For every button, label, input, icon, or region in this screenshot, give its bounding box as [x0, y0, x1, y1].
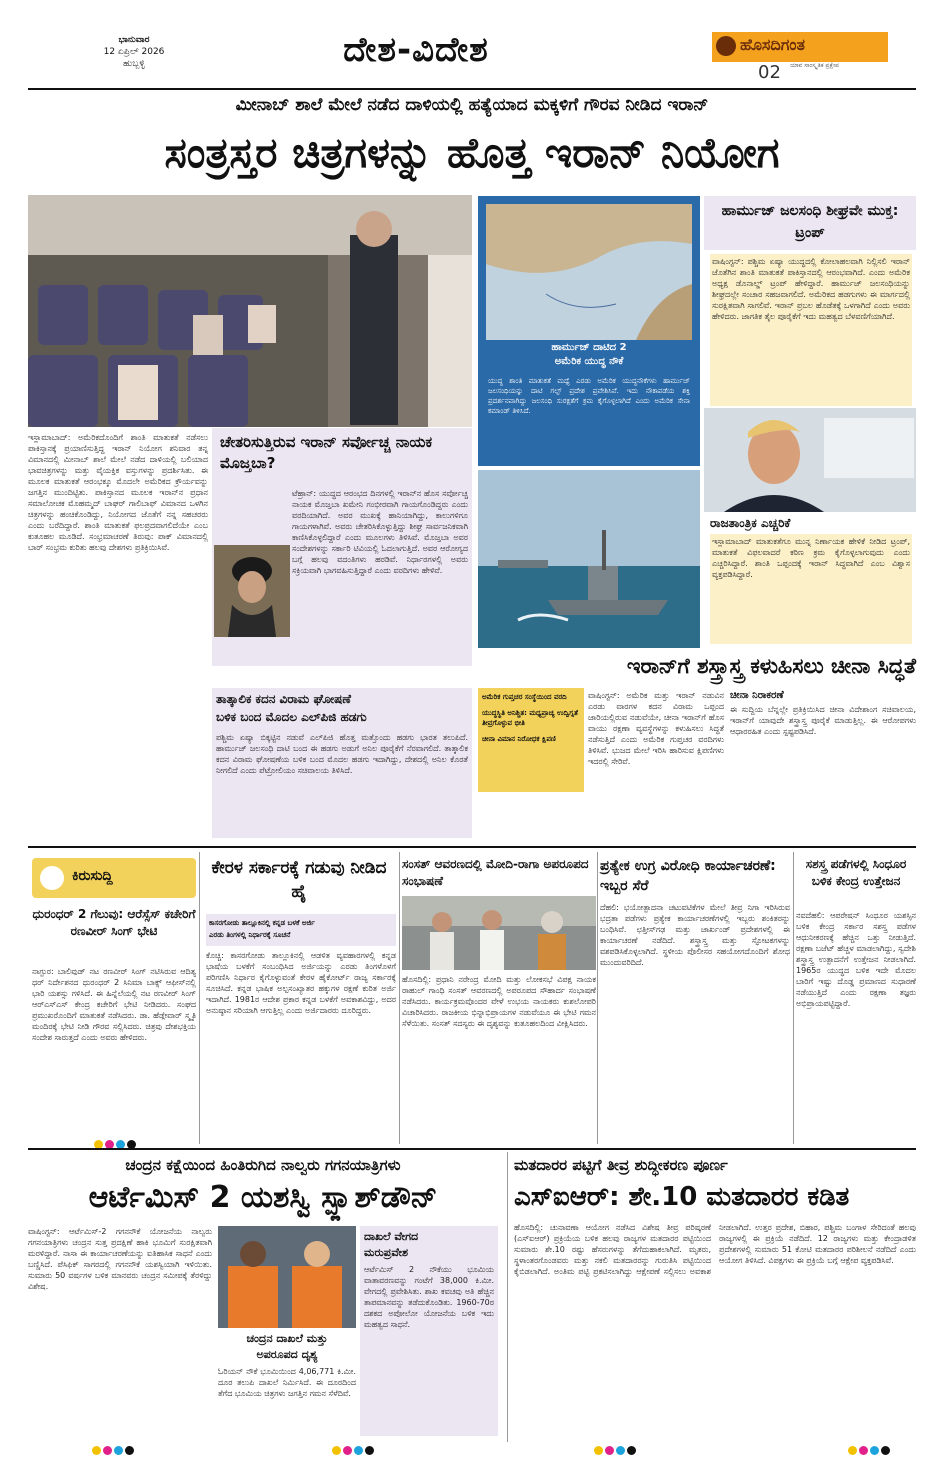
kirusuddi-headline: ಧುರಂಧರ್ 2 ಗೆಲುವು: ಆರೆಸ್ಸೆಸ್ ಕಚೇರಿಗೆ ರಣವೀರ್ ಸಿಂಗ್ ಭೇಟಿ [32, 907, 196, 938]
dot-black-icon [365, 1446, 374, 1455]
artemis-body: ವಾಷಿಂಗ್ಟನ್: ಆರ್ಟೆಮಿಸ್-2 ಗಗನನೌಕೆ ಯೋಜನೆಯ ನಾಲ್ವರು ಗಗನಯಾತ್ರಿಗಳು ಚಂದ್ರನ ಸುತ್ತ ಪ್ರದಕ್ಷಿಣೆ ಹಾಕಿ ಭೂಮಿಗೆ ಸುರಕ್ಷಿತವಾಗಿ ಮರಳಿದ್ದಾರೆ. ನಾಸಾ ಈ ಕಾರ್ಯಾಚರಣೆಯನ್ನು ಐತಿಹಾಸಿಕ ಸಾಧನೆ ಎಂದು ಬಣ್ಣಿಸಿದೆ. ಪೆಸಿಫಿಕ್ ಸಾಗರದಲ್ಲಿ ಗಗನನೌಕೆ ಯಶಸ್ವಿಯಾಗಿ ಇಳಿಯಿತು. ಸುಮಾರು 50 ವರ್ಷಗಳ ಬಳಿಕ ಮಾನವರು ಚಂದ್ರನ ಸಮೀಪಕ್ಕೆ ತೆರಳಿದ್ದು ವಿಶೇಷ. [28, 1227, 212, 1291]
armed-forces-body: ನವದೆಹಲಿ: ಆಪರೇಷನ್ ಸಿಂಧೂರ ಯಶಸ್ಸಿನ ಬಳಿಕ ಕೇಂದ್ರ ಸರ್ಕಾರ ಸಶಸ್ತ್ರ ಪಡೆಗಳ ಆಧುನೀಕರಣಕ್ಕೆ ಹೆಚ್ಚಿನ ಒತ್ತು ನೀಡುತ್ತಿದೆ. ರಕ್ಷಣಾ ಬಜೆಟ್ ಹೆಚ್ಚಳ ಮಾಡಲಾಗಿದ್ದು, ಸ್ವದೇಶಿ ಶಸ್ತ್ರಾಸ್ತ್ರ ಉತ್ಪಾದನೆಗೆ ಉತ್ತೇಜನ ನೀಡಲಾಗಿದೆ. 1965ರ ಯುದ್ಧದ ಬಳಿಕ ಇದೇ ಮೊದಲ ಬಾರಿಗೆ ಇಷ್ಟು ದೊಡ್ಡ ಪ್ರಮಾಣದ ಸುಧಾರಣೆ ನಡೆಯುತ್ತಿದೆ ಎಂದು ರಕ್ಷಣಾ ತಜ್ಞರು ಅಭಿಪ್ರಾಯಪಟ್ಟಿದ್ದಾರೆ. [796, 911, 916, 1008]
section-title: ದೇಶ-ವಿದೇಶ [343, 30, 489, 70]
map-card [478, 196, 700, 466]
sir-headline: ಎಸ್‌ಐಆರ್: ಶೇ.10 ಮತದಾರರ ಕಡಿತ [514, 1182, 850, 1212]
trump-image [704, 408, 916, 512]
warship-image [478, 470, 700, 648]
artemis-photo-caption-body: ಓರಿಯನ್ ನೌಕೆ ಭೂಮಿಯಿಂದ 4,06,771 ಕಿ.ಮೀ. ದೂರ ತಲುಪಿ ದಾಖಲೆ ನಿರ್ಮಿಸಿದೆ. ಈ ದೂರದಿಂದ ತೆಗೆದ ಭೂಮಿಯ ಚಿತ್ರಗಳು ಜಗತ್ತಿನ ಗಮನ ಸೆಳೆದಿವೆ. [218, 1367, 356, 1398]
insurgency-body: ದೆಹಲಿ: ಭಯೋತ್ಪಾದನಾ ಚಟುವಟಿಕೆಗಳ ಮೇಲೆ ತೀವ್ರ ನಿಗಾ ಇರಿಸಿರುವ ಭದ್ರತಾ ಪಡೆಗಳು ಪ್ರತ್ಯೇಕ ಕಾರ್ಯಾಚರಣೆಗಳಲ್ಲಿ ಇಬ್ಬರು ಶಂಕಿತರನ್ನು ಬಂಧಿಸಿವೆ. ಛತ್ತೀಸ್‌ಗಢ ಮತ್ತು ಜಾರ್ಖಂಡ್ ಪ್ರದೇಶಗಳಲ್ಲಿ ಈ ಕಾರ್ಯಾಚರಣೆ ನಡೆದಿದೆ. ಶಸ್ತ್ರಾಸ್ತ್ರ ಮತ್ತು ಸ್ಫೋಟಕಗಳನ್ನು ವಶಪಡಿಸಿಕೊಳ್ಳಲಾಗಿದೆ. ಸ್ಥಳೀಯ ಪೊಲೀಸರ ಸಹಯೋಗದೊಂದಿಗೆ ಶೋಧ ಮುಂದುವರಿದಿದೆ. [600, 903, 790, 967]
armed-forces-title: ಸಶಸ್ತ್ರ ಪಡೆಗಳಲ್ಲಿ ಸಿಂಧೂರ ಬಳಿಕ ಕೇಂದ್ರ ಉತ್ತೇಜನ [805, 857, 907, 888]
kerala-bullet-2: ಎರಡು ತಿಂಗಳಲ್ಲಿ ನಿರ್ಧಾರಕ್ಕೆ ಸೂಚನೆ [209, 931, 291, 939]
sir-body: ಹೊಸದಿಲ್ಲಿ: ಚುನಾವಣಾ ಆಯೋಗ ನಡೆಸಿದ ವಿಶೇಷ ತೀವ್ರ ಪರಿಷ್ಕರಣೆ (ಎಸ್‌ಐಆರ್) ಪ್ರಕ್ರಿಯೆಯ ಬಳಿಕ ಹಲವು ರಾಜ್ಯಗಳ ಮತದಾರರ ಪಟ್ಟಿಯಿಂದ ಸುಮಾರು ಶೇ.10 ರಷ್ಟು ಹೆಸರುಗಳನ್ನು ತೆಗೆದುಹಾಕಲಾಗಿದೆ. ಮೃತರು, ಸ್ಥಳಾಂತರಗೊಂಡವರು ಮತ್ತು ನಕಲಿ ಮತದಾರರನ್ನು ಗುರುತಿಸಿ ಪಟ್ಟಿಯಿಂದ ಕೈಬಿಡಲಾಗಿದೆ. ಅಂತಿಮ ಪಟ್ಟಿ ಪ್ರಕಟಿಸಲಾಗಿದ್ದು ಆಕ್ಷೇಪಣೆ ಸಲ್ಲಿಸಲು ಅವಕಾಶ ನೀಡಲಾಗಿದೆ. ಉತ್ತರ ಪ್ರದೇಶ, ಬಿಹಾರ, ಪಶ್ಚಿಮ ಬಂಗಾಳ ಸೇರಿದಂತೆ ಹಲವು ರಾಜ್ಯಗಳಲ್ಲಿ ಈ ಪ್ರಕ್ರಿಯೆ ನಡೆದಿದೆ. 12 ರಾಜ್ಯಗಳು ಮತ್ತು ಕೇಂದ್ರಾಡಳಿತ ಪ್ರದೇಶಗಳಲ್ಲಿ ಸುಮಾರು 51 ಕೋಟಿ ಮತದಾರರ ಪರಿಶೀಲನೆ ನಡೆದಿದೆ ಎಂದು ಆಯೋಗ ತಿಳಿಸಿದೆ. ವಿಪಕ್ಷಗಳು ಈ ಪ್ರಕ್ರಿಯೆ ಬಗ್ಗೆ ಆಕ್ಷೇಪ ವ್ಯಕ್ತಪಡಿಸಿವೆ. [514, 1223, 916, 1276]
color-marks-bottom-2 [332, 1440, 382, 1450]
dot-magenta-icon [103, 1446, 112, 1455]
airplane-cabin-image [28, 195, 472, 427]
kirusuddi-label: ಕಿರುಸುದ್ದಿ [72, 868, 113, 884]
masthead-rule [28, 88, 916, 90]
warship-photo [478, 470, 700, 648]
map-card-title-2: ಅಮೆರಿಕ ಯುದ್ಧ ನೌಕೆ [554, 356, 624, 367]
col-rule-4 [793, 852, 794, 1144]
artemis-photo-caption-2: ಅಪರೂಪದ ದೃಶ್ಯ [256, 1348, 318, 1361]
parliament-title: ಸಂಸತ್ ಆವರಣದಲ್ಲಿ ಮೋದಿ-ರಾಗಾ ಅಪರೂಪದ ಸಂಭಾಷಣೆ [402, 857, 589, 888]
brand-block [712, 32, 888, 62]
lead-body: ಇಸ್ಲಾಮಾಬಾದ್: ಅಮೆರಿಕದೊಂದಿಗೆ ಶಾಂತಿ ಮಾತುಕತೆ ನಡೆಸಲು ಪಾಕಿಸ್ತಾನಕ್ಕೆ ಪ್ರಯಾಣಿಸುತ್ತಿದ್ದ ಇರಾನ್ ನಿಯೋಗ ಶನಿವಾರ ತನ್ನ ವಿಮಾನದಲ್ಲಿ ಮೀನಾಬ್ ಶಾಲೆ ಮೇಲೆ ನಡೆದ ದಾಳಿಯಲ್ಲಿ ಬಲಿಯಾದ ಭಾವಚಿತ್ರಗಳನ್ನು ಮತ್ತು ವೈಯಕ್ತಿಕ ವಸ್ತುಗಳನ್ನು ಪ್ರದರ್ಶಿಸಿತು. ಈ ಮೂಲಕ ಮಾತುಕತೆ ಆರಂಭಕ್ಕೂ ಮೊದಲೇ ಅಮೆರಿಕದ ಕ್ರೌರ್ಯವನ್ನು ಜಗತ್ತಿನ ಮುಂದಿಟ್ಟಿತು. ಪಾಕಿಸ್ತಾನದ ಮೂಲಕ ಇರಾನ್‌ನ ಪ್ರಧಾನ ಸಮಾಲೋಚಕ ಮೊಹಮ್ಮದ್ ಬಾಘರ್ ಗಾಲಿಬಾಫ್ ವಿಮಾನದ ಒಳಗಿನ ಚಿತ್ರಗಳನ್ನು ಹಂಚಿಕೊಂಡಿದ್ದು, ನಿಯೋಗದ ಜೊತೆಗೆ ನನ್ನ ಸಹಚರರು ಎಂದು ಬರೆದಿದ್ದಾರೆ. ಶಾಂತಿ ಮಾತುಕತೆ ಫಲಪ್ರದವಾಗಲಿದೆಯೇ ಎಂಬ ಕುತೂಹಲ ಮೂಡಿದೆ. ಸಂಭ್ರಮಾಚರಣೆ ತಿರುವು: ಪಾಕ್ ವಿಮಾನದಲ್ಲಿ ಬಾರ್ ಸಂಭ್ರಮ ಕುರಿತು ಹಲವು ದೇಶಗಳು ಪ್ರತಿಕ್ರಿಯಿಸಿವೆ. [28, 433, 208, 552]
hormuz-map-image [486, 204, 692, 340]
dot-yellow-icon [848, 1446, 857, 1455]
lead-kicker: ಮೀನಾಬ್ ಶಾಲೆ ಮೇಲೆ ನಡೆದ ದಾಳಿಯಲ್ಲಿ ಹತ್ಯೆಯಾದ ಮಕ್ಕಳಿಗೆ ಗೌರವ ನೀಡಿದ ಇರಾನ್ [235, 95, 709, 115]
kerala-title: ಕೇರಳ ಸರ್ಕಾರಕ್ಕೆ ಗಡುವು ನೀಡಿದ ಹೈ [211, 858, 387, 902]
dot-cyan-icon [616, 1446, 625, 1455]
dot-black-icon [627, 1446, 636, 1455]
china-body: ವಾಷಿಂಗ್ಟನ್: ಅಮೆರಿಕ ಮತ್ತು ಇರಾನ್ ನಡುವಿನ ಎರಡು ವಾರಗಳ ಕದನ ವಿರಾಮ ಒಪ್ಪಂದ ಜಾರಿಯಲ್ಲಿರುವ ನಡುವೆಯೇ, ಚೀನಾ ಇರಾನ್‌ಗೆ ಹೊಸ ವಾಯು ರಕ್ಷಣಾ ವ್ಯವಸ್ಥೆಗಳನ್ನು ಕಳುಹಿಸಲು ಸಿದ್ಧತೆ ನಡೆಸುತ್ತಿದೆ ಎಂದು ಅಮೆರಿಕ ಗುಪ್ತಚರ ವರದಿಗಳು ತಿಳಿಸಿವೆ. ಭುಜದ ಮೇಲೆ ಇರಿಸಿ ಹಾರಿಸುವ ಕ್ಷಿಪಣಿಗಳು ಇದರಲ್ಲಿ ಸೇರಿವೆ. [588, 691, 724, 766]
date-block [86, 34, 182, 70]
lead-photo [28, 195, 472, 427]
parliament-photo [402, 896, 596, 970]
modi-rahul-image [402, 896, 596, 970]
hormuz-body: ವಾಷಿಂಗ್ಟನ್: ಪಶ್ಚಿಮ ಏಷ್ಯಾ ಯುದ್ಧದಲ್ಲಿ ಕೋಲಾಹಲವಾಗಿ ನಿಲ್ಲಿಸಲಿ ಇರಾನ್ ಜೊತೆಗಿನ ಶಾಂತಿ ಮಾತುಕತೆ ಪಾಕಿಸ್ತಾನದಲ್ಲಿ ಆರಂಭವಾಗಿದೆ. ಎಂದು ಅಮೆರಿಕ ಅಧ್ಯಕ್ಷ ಡೊನಾಲ್ಡ್ ಟ್ರಂಪ್ ಹೇಳಿದ್ದಾರೆ. ಹಾರ್ಮುಜ್ ಜಲಸಂಧಿಯನ್ನು ಶೀಘ್ರದಲ್ಲೇ ಸಂಚಾರ ಸಹಜವಾಗಲಿದೆ. ಅಮೆರಿಕದ ಹಡಗುಗಳು ಈ ಮಾರ್ಗದಲ್ಲಿ ಸುರಕ್ಷಿತವಾಗಿ ಸಾಗಲಿವೆ. ಇರಾನ್ ಪ್ರಬಲ ಹೊಡೆತಕ್ಕೆ ಒಳಗಾಗಿದೆ ಎಂದು ಅವರು ಹೇಳಿದರು. ಜಾಗತಿಕ ತೈಲ ಪೂರೈಕೆಗೆ ಇದು ಮಹತ್ವದ ಬೆಳವಣಿಗೆಯಾಗಿದೆ. [710, 254, 912, 406]
lead-headline: ಸಂತ್ರಸ್ತರ ಚಿತ್ರಗಳನ್ನು ಹೊತ್ತ ಇರಾನ್ ನಿಯೋಗ [164, 128, 780, 177]
trump-photo [704, 408, 916, 512]
kirusuddi-body: ನಾಗ್ಪುರ: ಬಾಲಿವುಡ್ ನಟ ರಣವೀರ್ ಸಿಂಗ್ ನಟಿಸಿರುವ ಆದಿತ್ಯ ಧರ್ ನಿರ್ದೇಶನದ ಧುರಂಧರ್ 2 ಸಿನಿಮಾ ಬಾಕ್ಸ್ ಆಫೀಸ್‌ನಲ್ಲಿ ಭಾರಿ ಯಶಸ್ಸು ಗಳಿಸಿದೆ. ಈ ಹಿನ್ನೆಲೆಯಲ್ಲಿ ನಟ ರಣವೀರ್ ಸಿಂಗ್ ಆರ್‌ಎಸ್‌ಎಸ್ ಕೇಂದ್ರ ಕಚೇರಿಗೆ ಭೇಟಿ ನೀಡಿದರು. ಸಂಘದ ಪ್ರಮುಖರೊಂದಿಗೆ ಮಾತುಕತೆ ನಡೆಸಿದರು. ಡಾ. ಹೆಡ್ಗೇವಾರ್ ಸ್ಮೃತಿ ಮಂದಿರಕ್ಕೆ ಭೇಟಿ ನೀಡಿ ಗೌರವ ಸಲ್ಲಿಸಿದರು. ಚಿತ್ರವು ದೇಶಭಕ್ತಿಯ ಸಂದೇಶ ಸಾರುತ್ತದೆ ಎಂದು ಅವರು ಹೇಳಿದರು. [32, 967, 196, 1042]
dot-yellow-icon [594, 1446, 603, 1455]
dot-cyan-icon [354, 1446, 363, 1455]
hormuz-title: ಹಾರ್ಮುಜ್ ಜಲಸಂಧಿ ಶೀಘ್ರವೇ ಮುಕ್ತ: ಟ್ರಂಪ್ [721, 203, 899, 241]
china-bullets-box [478, 688, 584, 792]
kerala-body: ಕೊಚ್ಚಿ: ಕಾಸರಗೋಡು ತಾಲ್ಲೂಕಿನಲ್ಲಿ ಆಡಳಿತ ವ್ಯವಹಾರಗಳಲ್ಲಿ ಕನ್ನಡ ಭಾಷೆಯ ಬಳಕೆಗೆ ಸಂಬಂಧಿಸಿದ ಅರ್ಜಿಯನ್ನು ಎರಡು ತಿಂಗಳೊಳಗೆ ಪರಿಗಣಿಸಿ ನಿರ್ಧಾರ ಕೈಗೊಳ್ಳುವಂತೆ ಕೇರಳ ಹೈಕೋರ್ಟ್ ರಾಜ್ಯ ಸರ್ಕಾರಕ್ಕೆ ಸೂಚಿಸಿದೆ. ಕನ್ನಡ ಭಾಷಿಕ ಅಲ್ಪಸಂಖ್ಯಾತರ ಹಕ್ಕುಗಳ ರಕ್ಷಣೆ ಕುರಿತ ಅರ್ಜಿ ಇದಾಗಿದೆ. 1981ರ ಆದೇಶ ಪ್ರಕಾರ ಕನ್ನಡ ಬಳಕೆಗೆ ಅವಕಾಶವಿದ್ದು, ಅದರ ಅನುಷ್ಠಾನ ಸರಿಯಾಗಿ ಆಗುತ್ತಿಲ್ಲ ಎಂದು ಅರ್ಜಿದಾರರು ದೂರಿದ್ದರು. [206, 951, 396, 1015]
mid-rule [28, 846, 916, 848]
china-side-title: ಚೀನಾ ನಿರಾಕರಣೆ [730, 690, 784, 701]
dot-cyan-icon [114, 1446, 123, 1455]
mojtaba-title: ಚೇತರಿಸುತ್ತಿರುವ ಇರಾನ್ ಸರ್ವೋಚ್ಚ ನಾಯಕ ಮೊಜ್ತಬಾ? [220, 433, 433, 472]
lower-rule [28, 1148, 916, 1150]
map-card-title-1: ಹಾರ್ಮುಜ್ ದಾಟಿದ 2 [551, 342, 627, 353]
brand-tagline: ಯಾವ ಸಾಂಸ್ಕೃತಿಕ ಪ್ರಕ್ಷೇಪ [790, 62, 840, 69]
dot-black-icon [881, 1446, 890, 1455]
artemis-photo [218, 1226, 356, 1328]
parliament-body: ಹೊಸದಿಲ್ಲಿ: ಪ್ರಧಾನಿ ನರೇಂದ್ರ ಮೋದಿ ಮತ್ತು ಲೋಕಸಭೆ ವಿಪಕ್ಷ ನಾಯಕ ರಾಹುಲ್ ಗಾಂಧಿ ಸಂಸತ್ ಆವರಣದಲ್ಲಿ ಅಪರೂಪದ ಸೌಹಾರ್ದ ಸಂಭಾಷಣೆ ನಡೆಸಿದರು. ಕಾರ್ಯಕ್ರಮವೊಂದರ ವೇಳೆ ಉಭಯ ನಾಯಕರು ಕುಶಲೋಪರಿ ವಿಚಾರಿಸಿದರು. ರಾಜಕೀಯ ಭಿನ್ನಾಭಿಪ್ರಾಯಗಳ ನಡುವೆಯೂ ಈ ಭೇಟಿ ಗಮನ ಸೆಳೆಯಿತು. ಸಂಸತ್ ಸದಸ್ಯರು ಈ ದೃಶ್ಯವನ್ನು ಕುತೂಹಲದಿಂದ ವೀಕ್ಷಿಸಿದರು. [402, 975, 596, 1028]
color-marks-mid [94, 1134, 174, 1144]
sir-kicker: ಮತದಾರರ ಪಟ್ಟಿಗೆ ತೀವ್ರ ಶುದ್ಧೀಕರಣ ಪೂರ್ಣ [514, 1156, 728, 1174]
color-marks-bottom-1 [92, 1440, 142, 1450]
artemis-kicker: ಚಂದ್ರನ ಕಕ್ಷೆಯಿಂದ ಹಿಂತಿರುಗಿದ ನಾಲ್ವರು ಗಗನಯಾತ್ರಿಗಳು [125, 1156, 401, 1174]
col-rule-1 [199, 852, 200, 1144]
dot-yellow-icon [92, 1446, 101, 1455]
masthead-day: ಭಾನುವಾರ [118, 35, 150, 45]
map-card-body: ಯುದ್ಧ ಶಾಂತಿ ಮಾತುಕತೆ ಮಧ್ಯೆ ಎರಡು ಅಮೆರಿಕ ಯುದ್ಧನೌಕೆಗಳು ಹಾರ್ಮುಜ್ ಜಲಸಂಧಿಯನ್ನು ದಾಟಿ ಗಲ್ಫ್ ಪ್ರದೇಶ ಪ್ರವೇಶಿಸಿವೆ. ಇದು ನೌಕಾಪಡೆಯ ಶಕ್ತಿ ಪ್ರದರ್ಶನವಾಗಿದ್ದು ಜಲಸಂಧಿ ಸುರಕ್ಷತೆಗೆ ಕ್ರಮ ಕೈಗೊಳ್ಳಲಾಗಿದೆ ಎಂದು ಅಮೆರಿಕ ಸೇನಾ ಕಮಾಂಡ್ ತಿಳಿಸಿದೆ. [488, 377, 690, 415]
china-side-body: ಈ ಸುದ್ದಿಯ ಬೆನ್ನಲ್ಲೇ ಪ್ರತಿಕ್ರಿಯಿಸಿದ ಚೀನಾ ವಿದೇಶಾಂಗ ಸಚಿವಾಲಯ, ಇರಾನ್‌ಗೆ ಯಾವುದೇ ಶಸ್ತ್ರಾಸ್ತ್ರ ಪೂರೈಕೆ ಮಾಡುತ್ತಿಲ್ಲ. ಈ ಆರೋಪಗಳು ಆಧಾರರಹಿತ ಎಂದು ಸ್ಪಷ್ಟಪಡಿಸಿದೆ. [730, 705, 916, 736]
dot-black-icon [125, 1446, 134, 1455]
dot-yellow-icon [332, 1446, 341, 1455]
page-number: 02 [758, 62, 781, 83]
kerala-bullets [206, 914, 396, 946]
masthead-city: ಹುಬ್ಬಳ್ಳಿ [123, 59, 145, 69]
artemis-photo-caption-1: ಚಂದ್ರನ ದಾಖಲೆ ಮತ್ತು [246, 1332, 328, 1345]
astronauts-image [218, 1226, 356, 1328]
col-rule-2 [399, 852, 400, 1144]
artemis-headline: ಆರ್ಟೆಮಿಸ್ 2 ಯಶಸ್ವಿ ಸ್ಪ್ಲಾಶ್‌ಡೌನ್ [88, 1180, 438, 1215]
kerala-bullet-1: ಕಾಸರಗೋಡು ತಾಲ್ಲೂಕಿನಲ್ಲಿ ಕನ್ನಡ ಬಳಕೆ ಅರ್ಜಿ [209, 919, 315, 927]
artemis-side-body: ಆರ್ಟೆಮಿಸ್ 2 ನೌಕೆಯು ಭೂಮಿಯ ವಾತಾವರಣವನ್ನು ಗಂಟೆಗೆ 38,000 ಕಿ.ಮೀ. ವೇಗದಲ್ಲಿ ಪ್ರವೇಶಿಸಿತು. ಶಾಖ ಕವಚವು ಅತಿ ಹೆಚ್ಚಿನ ತಾಪಮಾನವನ್ನು ತಡೆದುಕೊಂಡಿತು. 1960-70ರ ದಶಕದ ಅಪೋಲೋ ಯೋಜನೆಯ ಬಳಿಕ ಇದು ಮಹತ್ವದ ಸಾಧನೆ. [364, 1265, 494, 1329]
mojtaba-body: ಟೆಹ್ರಾನ್: ಯುದ್ಧದ ಆರಂಭದ ದಿನಗಳಲ್ಲಿ ಇರಾನ್‌ನ ಹೊಸ ಸರ್ವೋಚ್ಚ ನಾಯಕ ಮೊಜ್ತಬಾ ಖಮೇನಿ ಗಂಭೀರವಾಗಿ ಗಾಯಗೊಂಡಿದ್ದರು ಎಂದು ವರದಿಯಾಗಿದೆ. ಅವರ ಮುಖಕ್ಕೆ ಹಾನಿಯಾಗಿದ್ದು, ಕಾಲುಗಳಿಗೂ ಗಾಯಗಳಾಗಿವೆ. ಅವರು ಚೇತರಿಸಿಕೊಳ್ಳುತ್ತಿದ್ದು ಶೀಘ್ರ ಸಾರ್ವಜನಿಕವಾಗಿ ಕಾಣಿಸಿಕೊಳ್ಳಲಿದ್ದಾರೆ ಎಂದು ಮೂಲಗಳು ತಿಳಿಸಿವೆ. ಮೊಜ್ತಬಾ ಅವರ ಸಂದೇಶಗಳನ್ನು ಸರ್ಕಾರಿ ಟಿವಿಯಲ್ಲಿ ಓದಲಾಗುತ್ತಿದೆ. ಅವರ ಆರೋಗ್ಯದ ಬಗ್ಗೆ ಹಲವು ವದಂತಿಗಳು ಹರಡಿವೆ. ನಿರ್ಧಾರಗಳಲ್ಲಿ ಅವರು ಸಕ್ರಿಯವಾಗಿ ಭಾಗವಹಿಸುತ್ತಿದ್ದಾರೆ ಎಂದು ವರದಿಗಳು ಹೇಳಿವೆ. [292, 489, 468, 575]
dot-magenta-icon [859, 1446, 868, 1455]
fist-icon [40, 866, 64, 890]
col-rule-lower [507, 1152, 508, 1442]
insurgency-title: ಪ್ರತ್ಯೇಕ ಉಗ್ರ ವಿರೋಧಿ ಕಾರ್ಯಾಚರಣೆ: ಇಬ್ಬರ ಸೆರೆ [600, 858, 776, 894]
dot-magenta-icon [605, 1446, 614, 1455]
dot-magenta-icon [343, 1446, 352, 1455]
artemis-side-title-2: ಮರುಪ್ರವೇಶ [364, 1246, 409, 1259]
portrait-image [214, 545, 290, 637]
color-marks-bottom-3 [594, 1440, 644, 1450]
hormuz-body-2: ಇಸ್ಲಾಮಾಬಾದ್ ಮಾತುಕತೆಗೂ ಮುನ್ನ ನಿರ್ಣಾಯಕ ಹೇಳಿಕೆ ನೀಡಿದ ಟ್ರಂಪ್, ಮಾತುಕತೆ ವಿಫಲವಾದರೆ ಕಠಿಣ ಕ್ರಮ ಕೈಗೊಳ್ಳಲಾಗುವುದು ಎಂದು ಎಚ್ಚರಿಸಿದ್ದಾರೆ. ಶಾಂತಿ ಒಪ್ಪಂದಕ್ಕೆ ಇರಾನ್ ಸಿದ್ಧವಾಗಿದೆ ಎಂಬ ವಿಶ್ವಾಸ ವ್ಯಕ್ತಪಡಿಸಿದ್ದಾರೆ. [710, 534, 912, 644]
ceasefire-title-2: ಬಳಿಕ ಬಂದ ಮೊದಲ ಎಲ್‌ಪಿಜಿ ಹಡಗು [216, 710, 367, 724]
lamp-icon [716, 36, 736, 56]
col-rule-3 [597, 852, 598, 1144]
ceasefire-title-1: ತಾತ್ಕಾಲಿಕ ಕದನ ವಿರಾಮ ಘೋಷಣೆ [216, 692, 351, 706]
brand-name: ಹೊಸದಿಗಂತ [740, 35, 805, 54]
china-bullet-2: ಯುದ್ಧಸ್ಥಿತಿ ಅನಿಶ್ಚಿತ: ಮಧ್ಯಪ್ರಾಚ್ಯ ಉದ್ವಿಗ್ನತೆ ತೀವ್ರಗೊಳ್ಳುವ ಭೀತಿ [482, 709, 578, 727]
masthead-date: 12 ಏಪ್ರಿಲ್ 2026 [103, 47, 165, 57]
ceasefire-body: ಪಶ್ಚಿಮ ಏಷ್ಯಾ ಬಿಕ್ಕಟ್ಟಿನ ನಡುವೆ ಎಲ್‌ಪಿಜಿ ಹೊತ್ತ ಮತ್ತೊಂದು ಹಡಗು ಭಾರತ ತಲುಪಿದೆ. ಹಾರ್ಮುಜ್ ಜಲಸಂಧಿ ದಾಟಿ ಬಂದ ಈ ಹಡಗು ಅಡುಗೆ ಅನಿಲ ಪೂರೈಕೆಗೆ ನೆರವಾಗಲಿದೆ. ತಾತ್ಕಾಲಿಕ ಕದನ ವಿರಾಮ ಘೋಷಣೆಯ ಬಳಿಕ ಬಂದ ಮೊದಲ ಹಡಗು ಇದಾಗಿದ್ದು, ದೇಶದಲ್ಲಿ ಅನಿಲ ಕೊರತೆ ನೀಗಲಿದೆ ಎಂದು ಪೆಟ್ರೋಲಿಯಂ ಸಚಿವಾಲಯ ತಿಳಿಸಿದೆ. [216, 733, 468, 775]
masthead [0, 0, 945, 83]
artemis-side-title-1: ದಾಖಲೆ ವೇಗದ [364, 1230, 419, 1243]
china-title: ಇರಾನ್‌ಗೆ ಶಸ್ತ್ರಾಸ್ತ್ರ ಕಳುಹಿಸಲು ಚೀನಾ ಸಿದ್ಧತೆ [626, 654, 916, 678]
hormuz-photo-caption: ರಾಜತಾಂತ್ರಿಕ ಎಚ್ಚರಿಕೆ [710, 516, 791, 530]
kirusuddi-label-box [32, 858, 196, 898]
china-bullet-1: ಅಮೆರಿಕ ಗುಪ್ತಚರ ಸಂಸ್ಥೆಯಿಂದ ವರದಿ [482, 693, 567, 701]
color-marks-bottom-4 [848, 1440, 898, 1450]
china-bullet-3: ಚೀನಾ ವಿಮಾನ ನಿರೋಧಕ ಕ್ಷಿಪಣಿ [482, 735, 556, 743]
mojtaba-photo [214, 545, 290, 637]
dot-cyan-icon [870, 1446, 879, 1455]
